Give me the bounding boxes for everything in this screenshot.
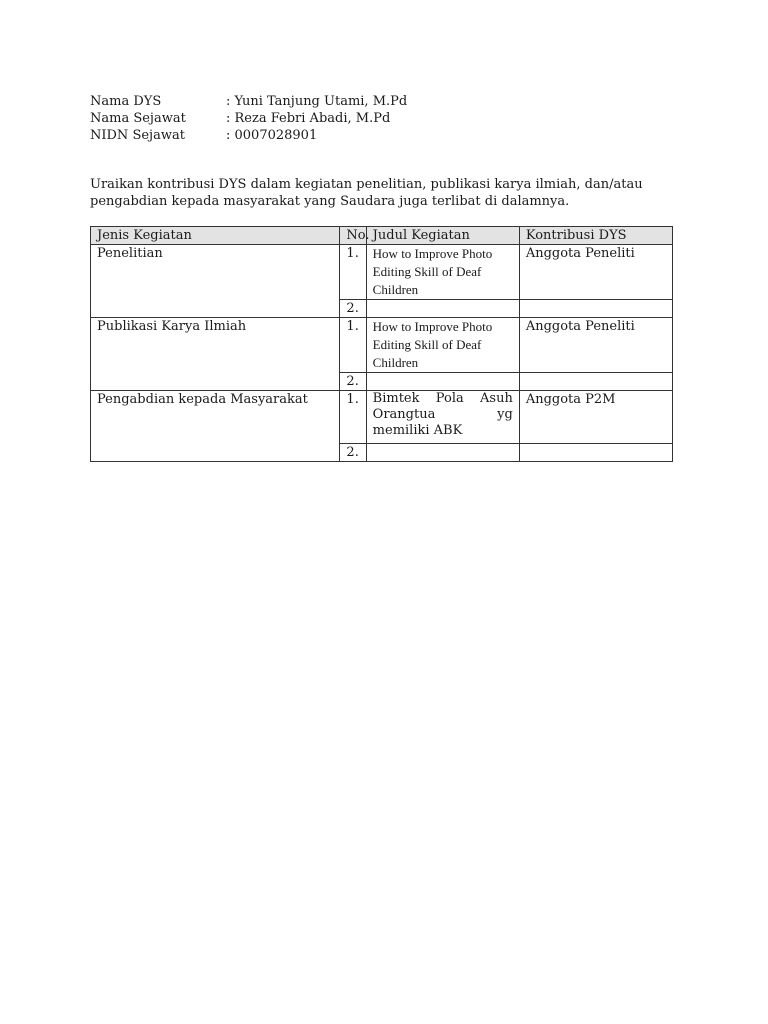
- cell-judul: [366, 300, 519, 318]
- cell-no: 1.: [340, 391, 366, 444]
- info-value: : 0007028901: [226, 128, 318, 143]
- info-label: Nama DYS: [90, 94, 162, 109]
- activity-table: [90, 226, 673, 462]
- cell-judul: How to Improve Photo Editing Skill of Deaf Children: [366, 245, 519, 300]
- cell-no: 2.: [340, 444, 366, 462]
- info-row-nidn-sejawat: [90, 127, 407, 144]
- table-row: [91, 245, 673, 300]
- header-judul-kegiatan: Judul Kegiatan: [366, 227, 519, 245]
- cell-jenis: Publikasi Karya Ilmiah: [91, 318, 340, 391]
- cell-judul: Bimtek Pola Asuh Orangtua yg memiliki ABK: [366, 391, 519, 444]
- cell-kontribusi: [519, 373, 672, 391]
- cell-no: 1.: [340, 245, 366, 300]
- cell-kontribusi: Anggota P2M: [519, 391, 672, 444]
- cell-kontribusi: Anggota Peneliti: [519, 245, 672, 300]
- cell-judul: [366, 373, 519, 391]
- cell-kontribusi: [519, 444, 672, 462]
- identity-block: [90, 93, 407, 144]
- info-row-nama-sejawat: [90, 110, 407, 127]
- cell-no: 2.: [340, 373, 366, 391]
- instruction-paragraph: [90, 176, 690, 210]
- cell-judul: How to Improve Photo Editing Skill of Deaf Children: [366, 318, 519, 373]
- header-kontribusi-dys: Kontribusi DYS: [519, 227, 672, 245]
- info-label: NIDN Sejawat: [90, 128, 185, 143]
- table-row: [91, 391, 673, 444]
- cell-no: 1.: [340, 318, 366, 373]
- header-jenis-kegiatan: Jenis Kegiatan: [91, 227, 340, 245]
- instruction-line-1: Uraikan kontribusi DYS dalam kegiatan penelitian, publikasi karya ilmiah, dan/atau: [90, 177, 643, 192]
- cell-kontribusi: [519, 300, 672, 318]
- instruction-line-2: pengabdian kepada masyarakat yang Saudara juga terlibat di dalamnya.: [90, 194, 570, 209]
- cell-kontribusi: Anggota Peneliti: [519, 318, 672, 373]
- cell-jenis: Pengabdian kepada Masyarakat: [91, 391, 340, 462]
- table-row: [91, 318, 673, 373]
- info-value: : Yuni Tanjung Utami, M.Pd: [226, 94, 408, 109]
- info-value: : Reza Febri Abadi, M.Pd: [226, 111, 391, 126]
- cell-no: 2.: [340, 300, 366, 318]
- cell-judul: [366, 444, 519, 462]
- info-label: Nama Sejawat: [90, 111, 186, 126]
- cell-jenis: Penelitian: [91, 245, 340, 318]
- header-no: No.: [340, 227, 366, 245]
- info-row-nama-dys: [90, 93, 407, 110]
- table-header-row: [91, 227, 673, 245]
